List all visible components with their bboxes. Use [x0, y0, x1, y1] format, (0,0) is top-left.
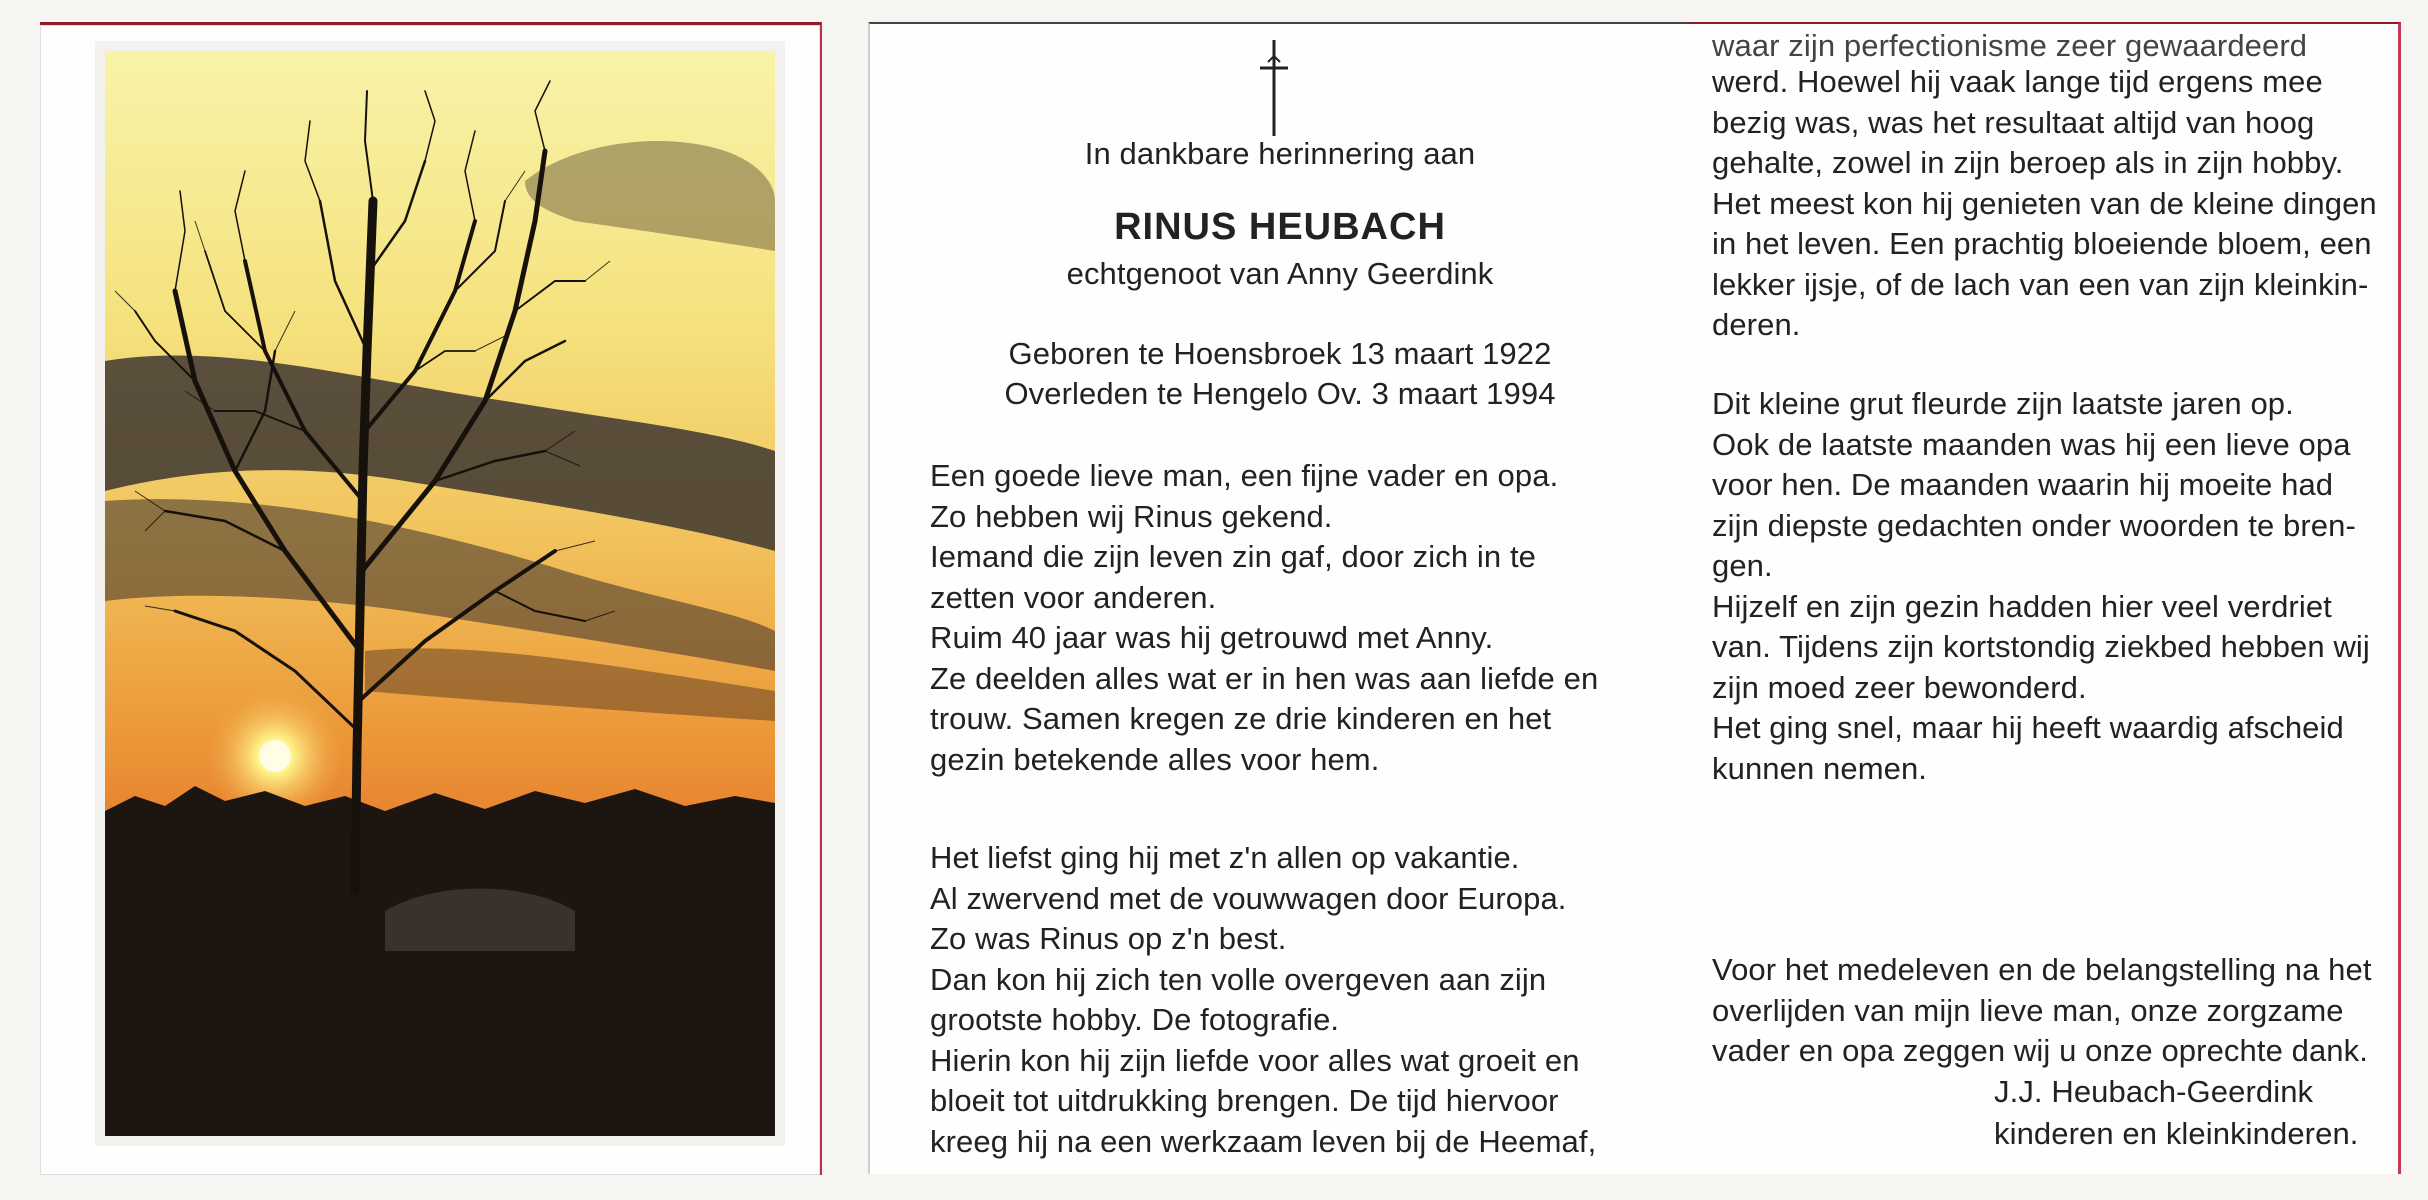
text-line: deren.	[1712, 307, 1801, 342]
text-line: waar zijn perfectionisme zeer gewaardeerd	[1712, 28, 2308, 62]
text-line: bloeit tot uitdrukking brengen. De tijd hiervoor	[930, 1083, 1559, 1118]
career-paragraph	[1712, 26, 2377, 346]
text-line: Zo hebben wij Rinus gekend.	[930, 498, 1333, 534]
death-line: Overleden te Hengelo Ov. 3 maart 1994	[1004, 376, 1556, 411]
text-line: Een goede lieve man, een fijne vader en opa.	[930, 458, 1559, 493]
text-line: voor hen. De maanden waarin hij moeite had	[1712, 467, 2334, 502]
text-line: overlijden van mijn lieve man, onze zorgzame	[1712, 992, 2344, 1028]
signature-name: J.J. Heubach-Geerdink	[1994, 1074, 2314, 1109]
text-line: Dan kon hij zich ten volle overgeven aan zijn	[930, 961, 1547, 997]
text-line: Ze deelden alles wat er in hen was aan liefde en	[930, 660, 1599, 696]
text-line: Het liefst ging hij met z'n allen op vakantie.	[930, 840, 1520, 875]
text-line: Voor het medeleven en de belangstelling na het	[1712, 952, 2372, 987]
text-line: vader en opa zeggen wij u onze oprechte dank.	[1712, 1033, 2368, 1068]
memorial-header: In dankbare herinnering aan	[1084, 136, 1476, 171]
sunset-tree-photo	[95, 41, 785, 1146]
text-line: kunnen nemen.	[1712, 750, 1928, 786]
text-line: Het ging snel, maar hij heeft waardig afscheid	[1712, 710, 2344, 745]
text-line: werd. Hoewel hij vaak lange tijd ergens mee	[1712, 64, 2323, 99]
life-paragraph-1	[930, 456, 1600, 780]
spouse-line: echtgenoot van Anny Geerdink	[1066, 256, 1494, 291]
text-line: zijn moed zeer bewonderd.	[1712, 669, 2087, 705]
text-line: Hijzelf en zijn gezin hadden hier veel verdriet	[1712, 588, 2332, 624]
text-line: Ook de laatste maanden was hij een lieve opa	[1712, 426, 2351, 462]
text-line: van. Tijdens zijn kortstondig ziekbed hebben wij	[1712, 629, 2370, 664]
text-line: gezin betekende alles voor hem.	[930, 741, 1380, 777]
text-line: Zo was Rinus op z'n best.	[930, 921, 1287, 956]
text-line: Iemand die zijn leven zin gaf, door zich in te	[930, 539, 1536, 574]
text-line: Dit kleine grut fleurde zijn laatste jaren op.	[1712, 386, 2294, 421]
text-line: grootste hobby. De fotografie.	[930, 1002, 1340, 1037]
text-line: gen.	[1712, 548, 1773, 583]
photo-image	[105, 51, 775, 1136]
text-line: Hierin kon hij zijn liefde voor alles wat groeit en	[930, 1042, 1580, 1078]
text-line: bezig was, was het resultaat altijd van hoog	[1712, 104, 2315, 140]
text-line: in het leven. Een prachtig bloeiende bloem, een	[1712, 226, 2372, 261]
text-line: Al zwervend met de vouwwagen door Europa.	[930, 880, 1567, 916]
cross-icon	[1254, 38, 1294, 138]
text-line: lekker ijsje, of de lach van een van zijn kleinkin-	[1712, 266, 2369, 302]
grandchildren-paragraph	[1712, 384, 2372, 789]
text-line: Het meest kon hij genieten van de kleine dingen	[1712, 185, 2377, 221]
photo-card-panel	[40, 22, 822, 1175]
text-line: zijn diepste gedachten onder woorden te bren-	[1712, 507, 2356, 543]
text-line: Ruim 40 jaar was hij getrouwd met Anny.	[930, 620, 1494, 655]
text-line: trouw. Samen kregen ze drie kinderen en het	[930, 701, 1552, 736]
memorial-text-panel	[868, 22, 1690, 1174]
birth-line: Geboren te Hoensbroek 13 maart 1922	[1008, 336, 1552, 371]
text-line: kreeg hij na een werkzaam leven bij de Heemaf,	[930, 1123, 1597, 1159]
life-paragraph-2	[930, 838, 1600, 1162]
thanks-paragraph	[1712, 950, 2372, 1072]
text-line: zetten voor anderen.	[930, 579, 1217, 615]
signature-family: kinderen en kleinkinderen.	[1994, 1116, 2359, 1151]
deceased-name: RINUS HEUBACH	[1114, 206, 1446, 248]
text-line: gehalte, zowel in zijn beroep als in zijn hobby.	[1712, 145, 2344, 180]
memorial-text-panel-right	[1688, 22, 2401, 1174]
